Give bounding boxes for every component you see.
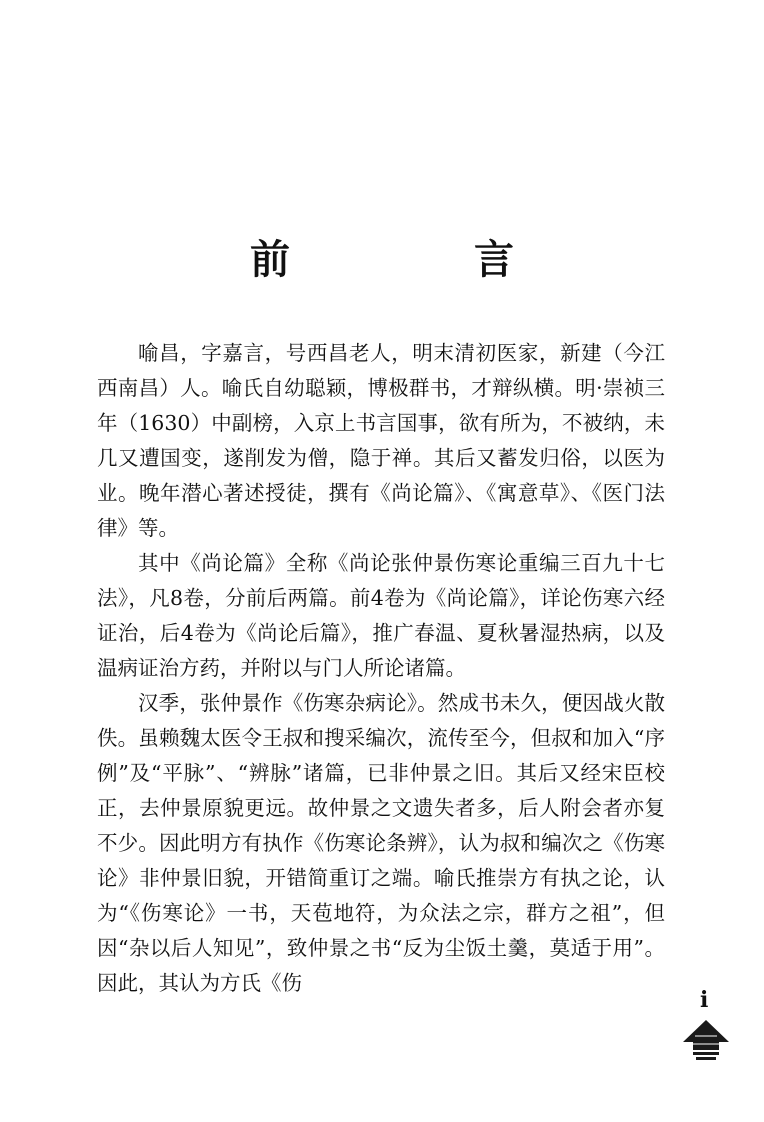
paragraph-3: 汉季，张仲景作《伤寒杂病论》。然成书未久，便因战火散佚。虽赖魏太医令王叔和搜采编次，流传至今，但叔和加入“序例”及“平脉”、“辨脉”诸篇，已非仲景之旧。其后又经宋臣校正，去仲景原貌更远。故仲景之文遗失者多，后人附会者亦复不少。因此明方有执作《伤寒论条辨》，认为叔和编次之《伤寒论》非仲景旧貌，开错简重订之端。喻氏推崇方有执之论，认为“《伤寒论》一书，天苞地符，为众法之宗，群方之祖”，但因“杂以后人知见”，致仲景之书“反为尘饭土羹，莫适于用”。因此，其认为方氏《伤 — [97, 691, 665, 995]
body-text — [97, 336, 665, 1001]
paragraph-1: 喻昌，字嘉言，号西昌老人，明末清初医家，新建（今江西南昌）人。喻氏自幼聪颖，博极群书，才辩纵横。明·崇祯三年（1630）中副榜，入京上书言国事，欲有所为，不被纳，未几又遭国变，遂削发为僧，隐于禅。其后又蓄发归俗，以医为业。晚年潜心著述授徒，撰有《尚论篇》、《寓意草》、《医门法律》等。 — [97, 341, 665, 540]
page-number: i — [700, 987, 709, 1013]
page-ornament-icon — [681, 1018, 731, 1062]
paragraph-2: 其中《尚论篇》全称《尚论张仲景伤寒论重编三百九十七法》，凡8卷，分前后两篇。前4卷为《尚论篇》，详论伤寒六经证治，后4卷为《尚论后篇》，推广春温、夏秋暑湿热病，以及温病证治方药，并附以与门人所论诸篇。 — [97, 551, 665, 680]
page-title: 前 言 — [250, 235, 586, 283]
